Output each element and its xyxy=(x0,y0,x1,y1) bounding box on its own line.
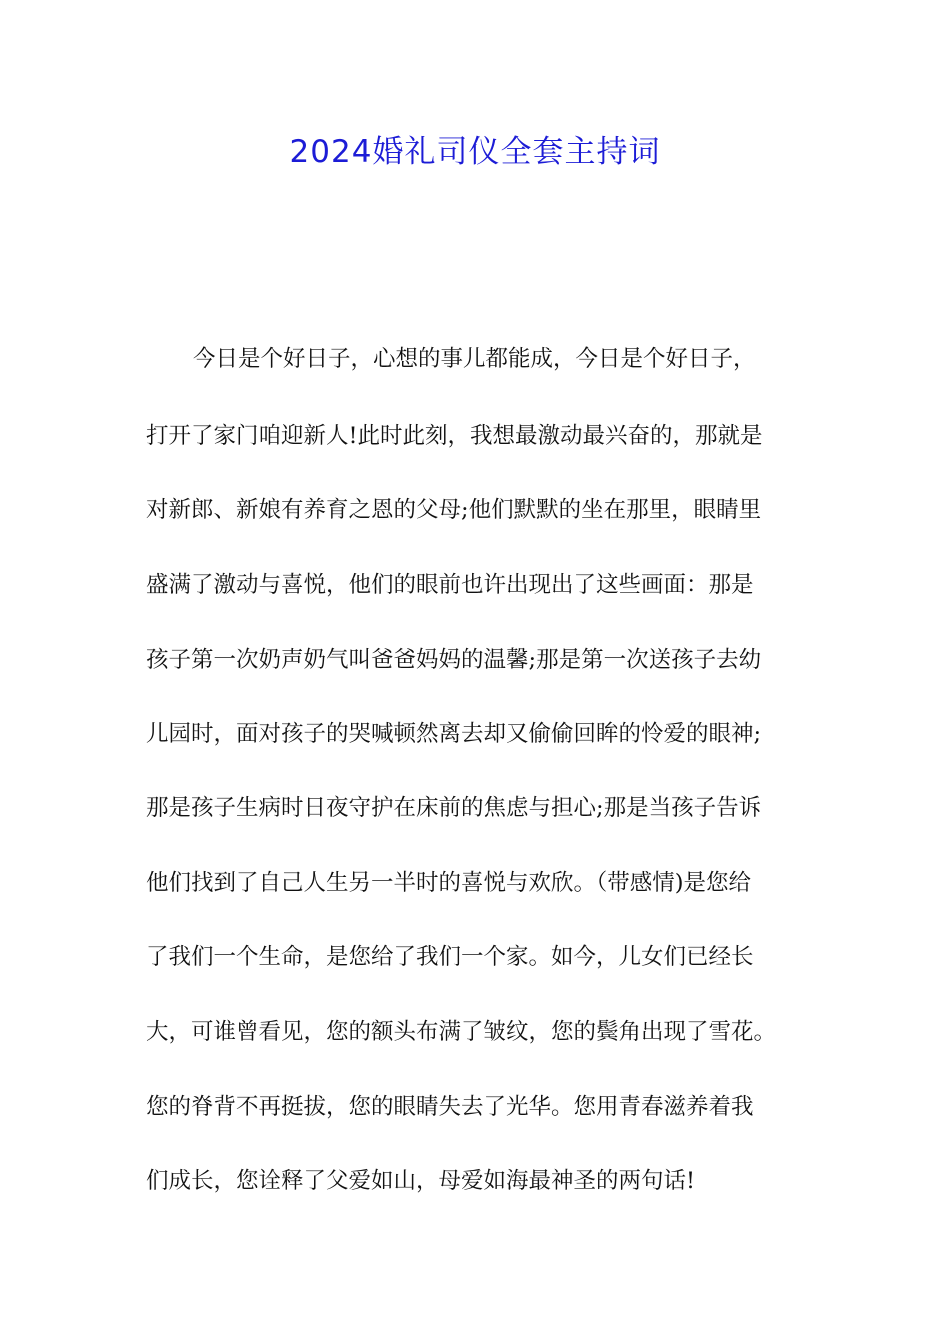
body-line: 盛满了激动与喜悦，他们的眼前也许出现出了这些画面：那是 xyxy=(146,572,754,598)
body-line: 们成长，您诠释了父爱如山，母爱如海最神圣的两句话! xyxy=(146,1168,696,1194)
body-line: 儿园时，面对孩子的哭喊顿然离去却又偷偷回眸的怜爱的眼神; xyxy=(146,721,762,747)
body-line: 对新郎、新娘有养育之恩的父母;他们默默的坐在那里，眼睛里 xyxy=(146,497,762,523)
body-line: 大，可谁曾看见，您的额头布满了皱纹，您的鬓角出现了雪花。 xyxy=(146,1019,777,1045)
body-line: 那是孩子生病时日夜守护在床前的焦虑与担心;那是当孩子告诉 xyxy=(146,795,762,821)
document-title: 2024婚礼司仪全套主持词 xyxy=(289,134,661,170)
body-line: 他们找到了自己人生另一半时的喜悦与欢欣。（带感情)是您给 xyxy=(146,870,752,896)
body-line: 打开了家门咱迎新人!此时此刻，我想最激动最兴奋的，那就是 xyxy=(146,423,763,449)
body-line: 了我们一个生命，是您给了我们一个家。如今，儿女们已经长 xyxy=(146,944,754,970)
body-line: 孩子第一次奶声奶气叫爸爸妈妈的温馨;那是第一次送孩子去幼 xyxy=(146,647,762,673)
body-line: 今日是个好日子，心想的事儿都能成，今日是个好日子， xyxy=(193,346,756,372)
body-line: 您的脊背不再挺拔，您的眼睛失去了光华。您用青春滋养着我 xyxy=(146,1094,754,1120)
